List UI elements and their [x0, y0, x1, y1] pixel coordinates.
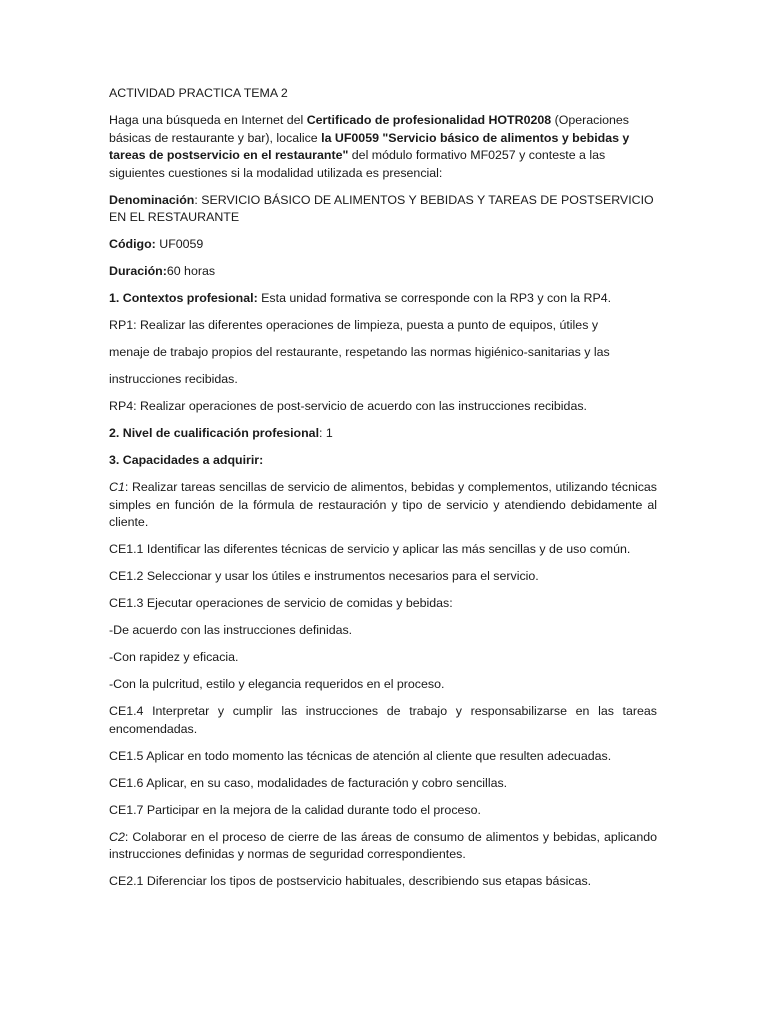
duracion-label: Duración:	[109, 264, 167, 278]
ce1-3-paragraph: CE1.3 Ejecutar operaciones de servicio de comidas y bebidas:	[109, 596, 453, 610]
intro-text-3: del módulo formativo MF0257 y conteste a las siguientes cuestiones si la modalidad utilizada es presencial:	[109, 148, 606, 180]
codigo-label: Código:	[109, 237, 156, 251]
c2-label: C2	[109, 829, 125, 844]
contextos-value: Esta unidad formativa se corresponde con la RP3 y con la RP4.	[257, 291, 612, 305]
nivel-label: 2. Nivel de cualificación profesional	[109, 426, 320, 440]
nivel-value: : 1	[319, 426, 333, 440]
ce1-3-item-a: -De acuerdo con las instrucciones definidas.	[109, 623, 353, 637]
duracion-value: 60 horas	[166, 264, 216, 278]
capacidades-heading: 3. Capacidades a adquirir:	[109, 453, 264, 467]
ce1-5-paragraph: CE1.5 Aplicar en todo momento las técnicas de atención al cliente que resulten adecuadas.	[109, 748, 612, 763]
ce1-4-paragraph: CE1.4 Interpretar y cumplir las instrucciones de trabajo y responsabilizarse en las tareas encomendadas.	[109, 704, 657, 736]
ce2-1-paragraph: CE2.1 Diferenciar los tipos de postservicio habituales, describiendo sus etapas básicas.	[109, 874, 592, 888]
duracion-paragraph	[109, 263, 657, 281]
denominacion-paragraph	[109, 192, 657, 227]
document-title: ACTIVIDAD PRACTICA TEMA 2	[109, 86, 288, 100]
intro-certificate: Certificado de profesionalidad HOTR0208	[306, 113, 552, 127]
codigo-value: UF0059	[155, 237, 204, 251]
rp4-paragraph: RP4: Realizar operaciones de post-servicio de acuerdo con las instrucciones recibidas.	[109, 399, 587, 413]
ce1-7-paragraph: CE1.7 Participar en la mejora de la calidad durante todo el proceso.	[109, 802, 481, 817]
intro-text-1: Haga una búsqueda en Internet del	[109, 113, 307, 127]
c2-value: : Colaborar en el proceso de cierre de las áreas de consumo de alimentos y bebidas, aplicando instrucciones definidas y normas de seguridad correspondientes.	[109, 829, 657, 861]
codigo-paragraph	[109, 236, 657, 254]
c1-label: C1	[109, 480, 125, 494]
intro-unit: la UF0059 "Servicio básico de alimentos y bebidas y tareas de postservicio en el restaurante"	[109, 130, 630, 162]
intro-paragraph	[109, 112, 657, 182]
document-page	[109, 85, 657, 900]
ce1-1-paragraph: CE1.1 Identificar las diferentes técnicas de servicio y aplicar las más sencillas y de uso común.	[109, 542, 631, 556]
c2-paragraph	[109, 829, 657, 864]
c1-paragraph	[109, 479, 657, 532]
contextos-label: 1. Contextos profesional:	[109, 291, 258, 305]
rp1-line-1: RP1: Realizar las diferentes operaciones de limpieza, puesta a punto de equipos, útiles y	[109, 318, 599, 332]
c1-value: : Realizar tareas sencillas de servicio de alimentos, bebidas y complementos, utilizando técnicas simples en función de la fórmula de restauración y tipo de servicio y atendiendo debidamente al cliente.	[109, 480, 657, 529]
rp1-line-2: menaje de trabajo propios del restaurante, respetando las normas higiénico-sanitarias y las	[109, 345, 610, 359]
ce1-3-item-c: -Con la pulcritud, estilo y elegancia requeridos en el proceso.	[109, 677, 445, 691]
nivel-paragraph	[109, 425, 657, 443]
denominacion-value: : SERVICIO BÁSICO DE ALIMENTOS Y BEBIDAS Y TAREAS DE POSTSERVICIO EN EL RESTAURANTE	[109, 192, 654, 224]
ce1-3-item-b: -Con rapidez y eficacia.	[109, 650, 239, 664]
ce1-2-paragraph: CE1.2 Seleccionar y usar los útiles e instrumentos necesarios para el servicio.	[109, 569, 539, 583]
contextos-paragraph	[109, 290, 657, 308]
intro-text-2: (Operaciones básicas de restaurante y bar), localice	[109, 113, 629, 145]
rp1-line-3: instrucciones recibidas.	[109, 372, 238, 386]
ce1-6-paragraph: CE1.6 Aplicar, en su caso, modalidades de facturación y cobro sencillas.	[109, 775, 508, 790]
denominacion-label: Denominación	[109, 192, 195, 207]
